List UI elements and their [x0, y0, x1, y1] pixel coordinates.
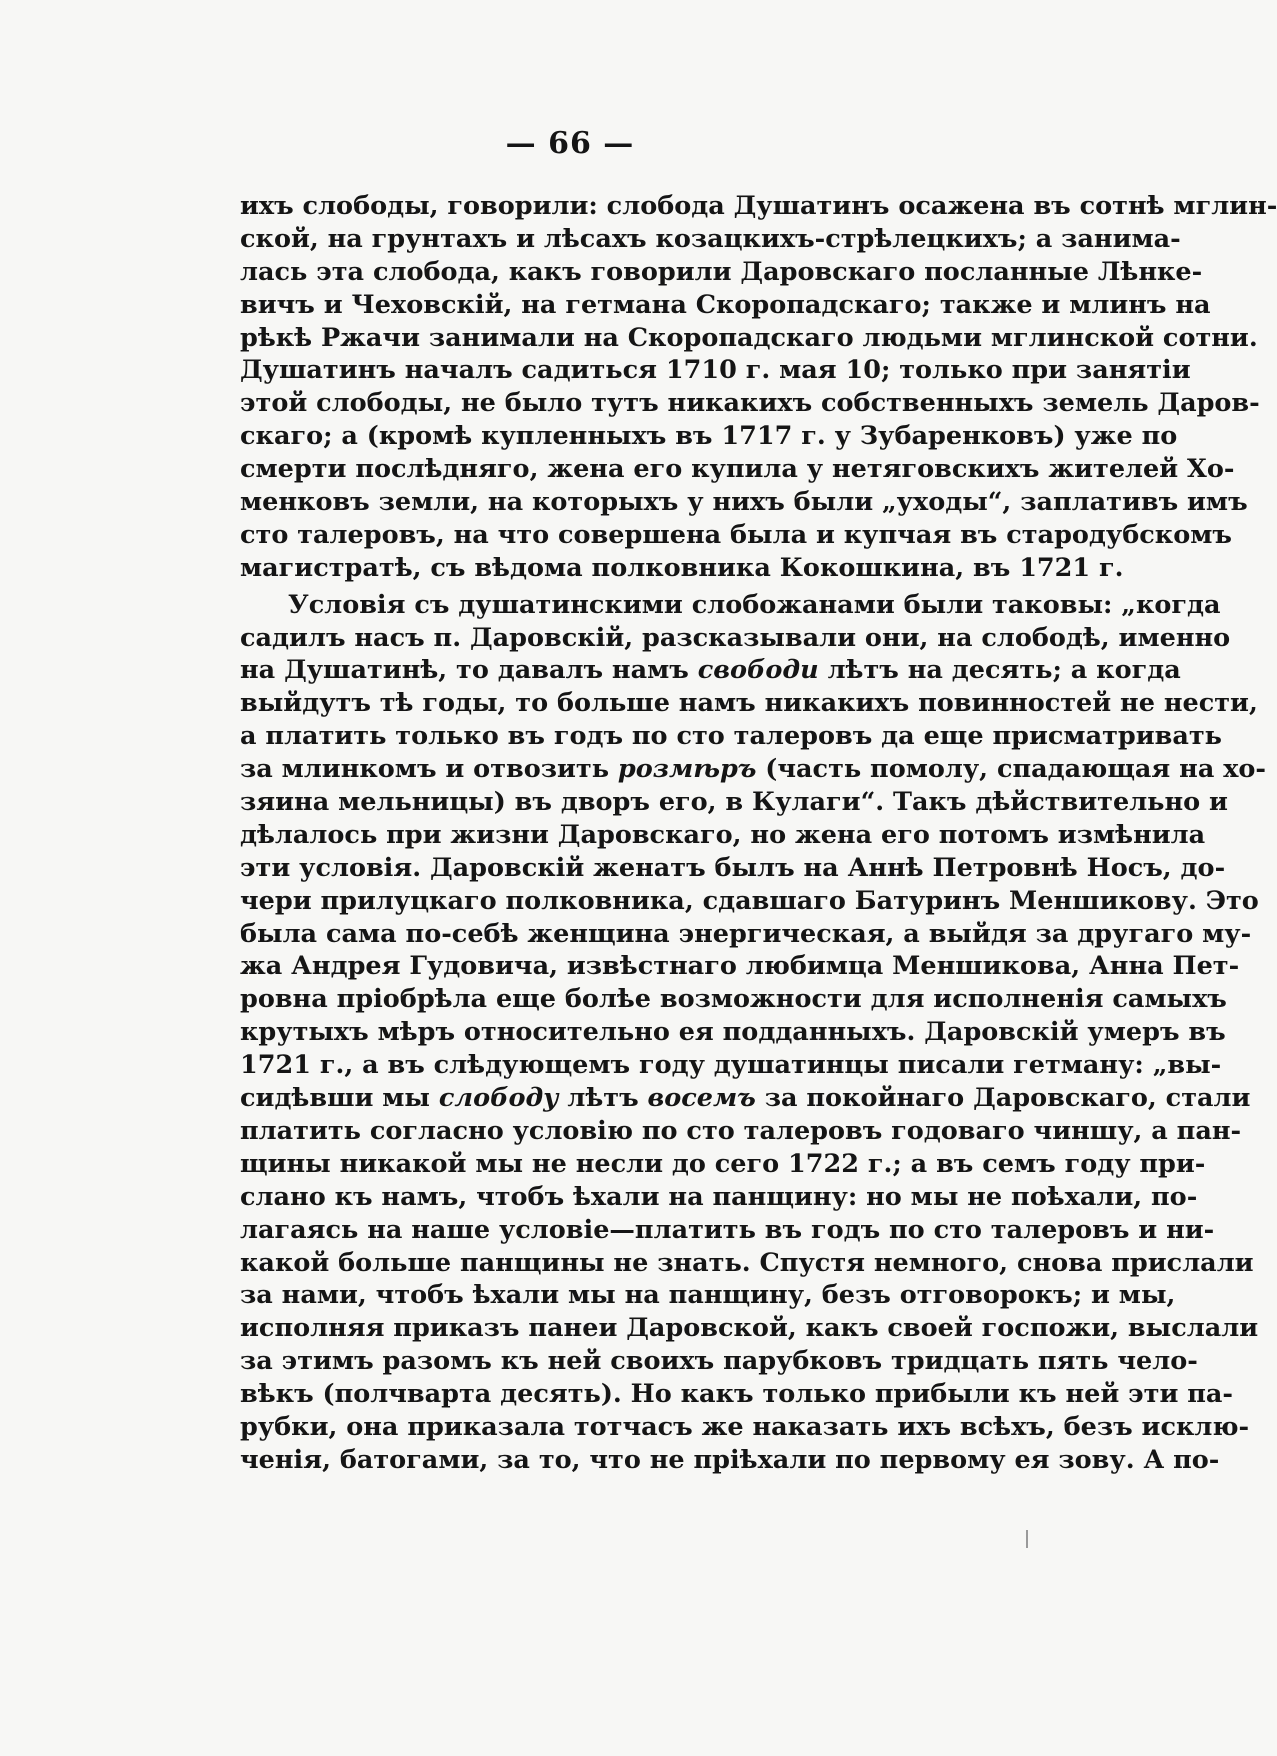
text-line: крутыхъ мѣръ относительно ея подданныхъ. Даровскій умеръ въ — [240, 1017, 1226, 1048]
text-line: рѣкѣ Ржачи занимали на Скоропадскаго людьми мглинской сотни. — [240, 322, 1258, 353]
text-line: магистратѣ, съ вѣдома полковника Кокошкина, въ 1721 г. — [240, 552, 1124, 583]
text-line: какой больше панщины не знать. Спустя немного, снова прислали — [240, 1247, 1254, 1278]
text-line: дѣлалось при жизни Даровскаго, но жена его потомъ измѣнила — [240, 819, 1206, 850]
italic-word: восемъ — [647, 1083, 756, 1114]
text-line: эти условія. Даровскій женатъ былъ на Аннѣ Петровнѣ Носъ, до- — [240, 852, 1226, 883]
text-line: менковъ земли, на которыхъ у нихъ были „уходы“, заплативъ имъ — [240, 487, 1248, 518]
text-line: за нами, чтобъ ѣхали мы на панщину, безъ отговорокъ; и мы, — [240, 1280, 1176, 1311]
text-line: ровна пріобрѣла еще болѣе возможности для исполненія самыхъ — [240, 984, 1227, 1015]
text-line: жа Андрея Гудовича, извѣстнаго любимца Меншикова, Анна Пет- — [240, 951, 1240, 982]
text-line: лась эта слобода, какъ говорили Даровскаго посланные Лѣнке- — [240, 256, 1203, 287]
text-line: а платить только въ годъ по сто талеровъ да еще присматривать — [240, 721, 1222, 752]
text-line: Душатинъ началъ садиться 1710 г. мая 10; только при занятіи — [240, 355, 1191, 386]
text-line: рубки, она приказала тотчасъ же наказать ихъ всѣхъ, безъ исклю- — [240, 1411, 1250, 1442]
text-line: щины никакой мы не несли до сего 1722 г.; а въ семъ году при- — [240, 1148, 1206, 1179]
text-line: лагаясь на наше условіе—платить въ годъ по сто талеровъ и ни- — [240, 1214, 1215, 1245]
text-line: вѣкъ (полчварта десять). Но какъ только прибыли къ ней эти па- — [240, 1379, 1234, 1410]
text-line: ихъ слободы, говорили: слобода Душатинъ осажена въ сотнѣ мглин- — [240, 191, 1277, 221]
text-line: была сама по-себѣ женщина энергическая, а выйдя за другаго му- — [240, 918, 1252, 949]
text-line: ченія, батогами, за то, что не пріѣхали по первому ея зову. А по- — [240, 1444, 1220, 1475]
text-line: вичъ и Чеховскій, на гетмана Скоропадскаго; также и млинъ на — [240, 289, 1211, 320]
text-line: слано къ намъ, чтобъ ѣхали на панщину: но мы не поѣхали, по- — [240, 1181, 1198, 1212]
text-line: за этимъ разомъ къ ней своихъ парубковъ тридцать пять чело- — [240, 1346, 1198, 1377]
text-line: 1721 г., а въ слѣдующемъ году душатинцы писали гетману: „вы- — [240, 1050, 1222, 1081]
text-line: этой слободы, не было тутъ никакихъ собственныхъ земель Даров- — [240, 388, 1260, 419]
text-line: скаго; а (кромѣ купленныхъ въ 1717 г. у Зубаренковъ) уже по — [240, 421, 1178, 452]
italic-word: слободу — [438, 1083, 559, 1114]
italic-word: свободи — [697, 655, 819, 686]
text-line: Условія съ душатинскими слобожанами были таковы: „когда — [288, 589, 1221, 620]
text-line: за млинкомъ и отвозить розмѣръ (часть помолу, спадающая на хо- — [240, 754, 1267, 785]
text-line: смерти послѣдняго, жена его купила у нетяговскихъ жителей Хо- — [240, 454, 1235, 485]
text-line: чери прилуцкаго полковника, сдавшаго Батуринъ Меншикову. Это — [240, 885, 1259, 916]
text-line: садилъ насъ п. Даровскій, разсказывали они, на слободѣ, именно — [240, 622, 1231, 653]
text-line: ской, на грунтахъ и лѣсахъ козацкихъ-стрѣлецкихъ; а занима- — [240, 223, 1181, 254]
margin-mark — [1026, 1530, 1028, 1548]
text-line: на Душатинѣ, то давалъ намъ свободи лѣтъ на десять; а когда — [240, 655, 1181, 686]
text-line: сидѣвши мы слободу лѣтъ восемъ за покойнаго Даровскаго, стали — [240, 1083, 1251, 1114]
text-line: зяина мельницы) въ дворъ его, в Кулаги“. Такъ дѣйствительно и — [240, 787, 1228, 818]
italic-word: розмѣръ — [617, 754, 757, 785]
text-line: платить согласно условію по сто талеровъ годоваго чиншу, а пан- — [240, 1115, 1242, 1146]
text-line: исполняя приказъ панеи Даровской, какъ своей госпожи, выслали — [240, 1313, 1259, 1344]
text-line: выйдутъ тѣ годы, то больше намъ никакихъ повинностей не нести, — [240, 688, 1258, 719]
page-number: — 66 — — [505, 126, 635, 161]
text-line: сто талеровъ, на что совершена была и купчая въ стародубскомъ — [240, 519, 1232, 550]
body-text — [240, 190, 1277, 1477]
